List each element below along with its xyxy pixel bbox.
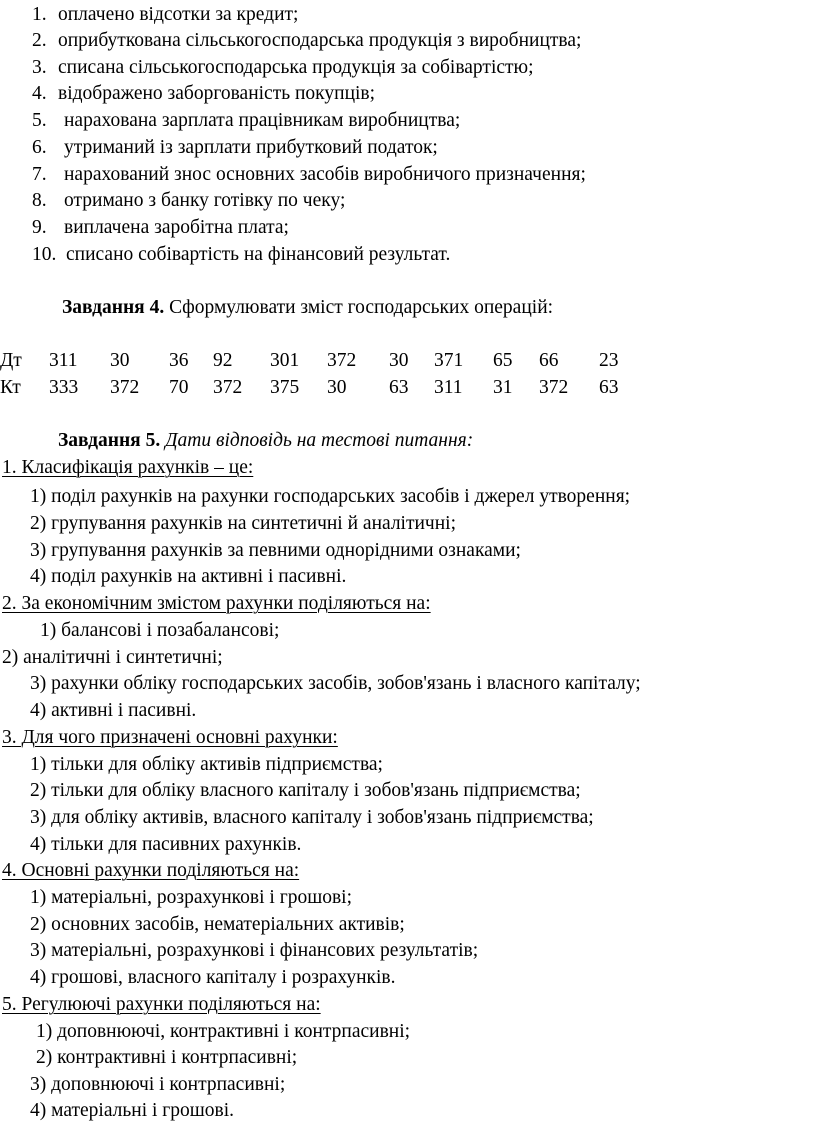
- table-cell: 371: [434, 350, 464, 371]
- answer-option: 3) рахунки обліку господарських засобів, зобов'язань і власного капіталу;: [30, 673, 641, 694]
- table-cell: 63: [599, 377, 619, 398]
- table-cell: 372: [539, 377, 569, 398]
- table-cell: 311: [49, 350, 78, 371]
- answer-option: 4) тільки для пасивних рахунків.: [30, 834, 302, 855]
- answer-option: 1) тільки для обліку активів підприємства;: [30, 754, 383, 775]
- table-cell: 375: [270, 377, 300, 398]
- table-cell: 63: [389, 377, 409, 398]
- table-cell: 65: [493, 350, 513, 371]
- answer-option: 2) аналітичні і синтетичні;: [2, 647, 223, 668]
- table-cell: 92: [213, 350, 233, 371]
- question-5: 5. Регулюючі рахунки поділяються на:: [2, 994, 321, 1015]
- answer-option: 2) тільки для обліку власного капіталу і зобов'язань підприємства;: [30, 780, 581, 801]
- answer-option: 4) матеріальні і грошові.: [30, 1100, 235, 1121]
- table-cell: 372: [213, 377, 243, 398]
- answer-option: 2) групування рахунків на синтетичні й аналітичні;: [30, 513, 457, 534]
- answer-option: 2) основних засобів, нематеріальних активів;: [30, 914, 405, 935]
- list-item: 4. відображено заборгованість покупців;: [32, 83, 376, 104]
- answer-option: 4) активні і пасивні.: [30, 700, 197, 721]
- task5-heading: Завдання 5. Дати відповідь на тестові питання:: [58, 430, 474, 451]
- question-2: 2. За економічним змістом рахунки поділяються на:: [2, 593, 431, 614]
- table-cell: 30: [327, 377, 347, 398]
- table-cell: 372: [327, 350, 357, 371]
- table-cell: 66: [539, 350, 559, 371]
- answer-option: 2) контрактивні і контрпасивні;: [36, 1047, 298, 1068]
- list-item: 6. утриманий із зарплати прибутковий податок;: [32, 137, 438, 158]
- list-item: 10. списано собівартість на фінансовий результат.: [32, 244, 451, 265]
- credit-label: Кт: [0, 377, 21, 398]
- list-item: 9. виплачена заробітна плата;: [32, 217, 289, 238]
- list-item: 2. оприбуткована сільськогосподарська продукція з виробництва;: [32, 30, 582, 51]
- answer-option: 3) матеріальні, розрахункові і фінансових результатів;: [30, 940, 479, 961]
- answer-option: 3) доповнюючі і контрпасивні;: [30, 1074, 286, 1095]
- answer-option: 1) балансові і позабалансові;: [40, 620, 280, 641]
- table-cell: 31: [493, 377, 513, 398]
- table-cell: 30: [389, 350, 409, 371]
- answer-option: 4) поділ рахунків на активні і пасивні.: [30, 566, 347, 587]
- question-4: 4. Основні рахунки поділяються на:: [2, 860, 300, 881]
- answer-option: 3) для обліку активів, власного капіталу і зобов'язань підприємства;: [30, 807, 594, 828]
- answer-option: 4) грошові, власного капіталу і розрахунків.: [30, 967, 396, 988]
- question-1: 1. Класифікація рахунків – це:: [2, 457, 254, 478]
- table-cell: 30: [110, 350, 130, 371]
- list-item: 8. отримано з банку готівку по чеку;: [32, 190, 346, 211]
- answer-option: 1) поділ рахунків на рахунки господарських засобів і джерел утворення;: [30, 486, 631, 507]
- task4-heading: Завдання 4. Сформулювати зміст господарських операцій:: [62, 297, 554, 318]
- answer-option: 3) групування рахунків за певними однорідними ознаками;: [30, 540, 521, 561]
- list-item: 5. нарахована зарплата працівникам виробництва;: [32, 110, 461, 131]
- list-item: 1. оплачено відсотки за кредит;: [32, 4, 299, 25]
- question-3: 3. Для чого призначені основні рахунки:: [2, 727, 338, 748]
- debit-label: Дт: [0, 350, 22, 371]
- table-cell: 70: [169, 377, 189, 398]
- table-cell: 23: [599, 350, 619, 371]
- list-item: 3. списана сільськогосподарська продукція за собівартістю;: [32, 57, 534, 78]
- table-cell: 311: [434, 377, 463, 398]
- answer-option: 1) матеріальні, розрахункові і грошові;: [30, 887, 353, 908]
- table-cell: 301: [270, 350, 300, 371]
- table-cell: 333: [49, 377, 79, 398]
- table-cell: 36: [169, 350, 189, 371]
- table-cell: 372: [110, 377, 140, 398]
- list-item: 7. нарахований знос основних засобів виробничого призначення;: [32, 164, 586, 185]
- answer-option: 1) доповнюючі, контрактивні і контрпасивні;: [36, 1021, 411, 1042]
